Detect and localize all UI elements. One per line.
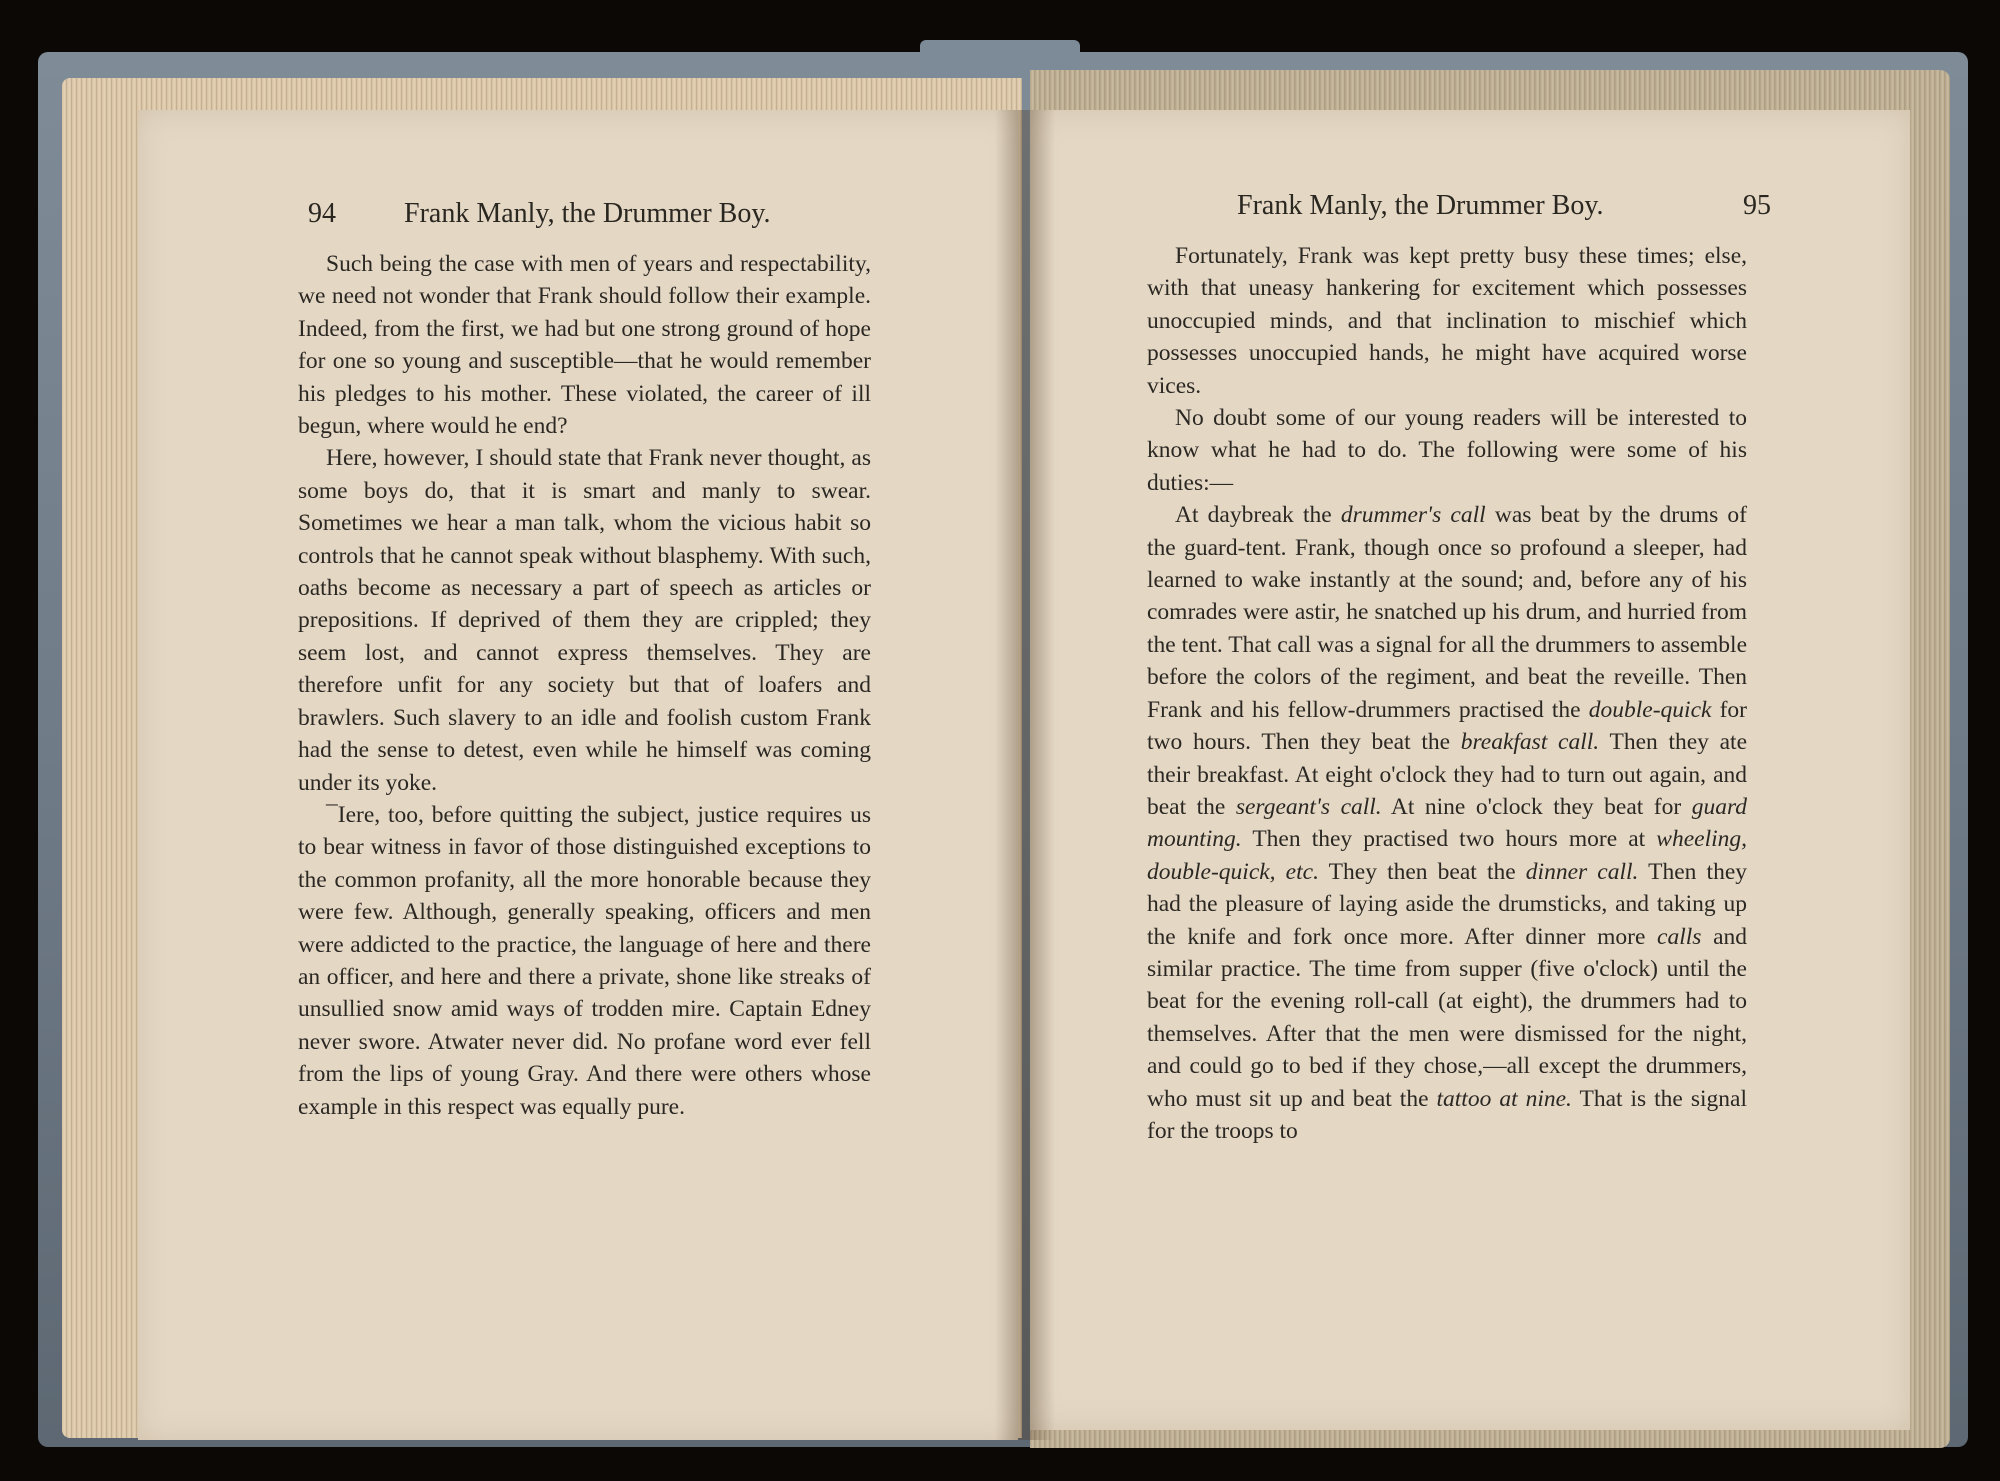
text-run: and similar practice. The time from supper (five o'clock) until the beat for the evening roll-call (at eight), the drummers had to themselves. After that the men were dismissed for the night, and could go to bed if they chose,—all except the drummers, who must sit up and beat the [1147, 923, 1747, 1112]
italic-term: guard mounting. [1147, 793, 1747, 853]
paragraph: Fortunately, Frank was kept pretty busy these times; else, with that uneasy hankering for excitement which possesses unoccupied minds, and that inclination to mischief which possesses unoccupied hands, he might have acquired worse vices. [1147, 243, 1747, 399]
paragraph: Such being the case with men of years and respectability, we need not wonder that Frank should follow their example. Indeed, from the first, we had but one strong ground of hope for one so young and susceptible—that he would remember his pledges to his mother. These violated, the career of ill begun, where would he end? [298, 251, 871, 440]
italic-term: dinner call. [1525, 858, 1639, 885]
right-page-body [1147, 240, 1747, 1147]
italic-term: calls [1657, 923, 1702, 950]
page-number-right: 95 [1743, 190, 1771, 221]
text-run: Then they ate their breakfast. At eight o'clock they had to turn out again, and beat the [1147, 729, 1748, 820]
page-number-left: 94 [308, 198, 336, 229]
text-run: At daybreak the [1175, 502, 1341, 529]
italic-term: tattoo at nine. [1436, 1085, 1572, 1112]
paragraph: Here, however, I should state that Frank never thought, as some boys do, that it is smart and manly to swear. Sometimes we hear a man talk, whom the vicious habit so controls that he cannot speak without blasphemy. With such, oaths become as necessary a part of speech as articles or prepositions. If deprived of them they are crippled; they seem lost, and cannot express themselves. They are therefore unfit for any society but that of loafers and brawlers. Such slavery to an idle and foolish custom Frank had the sense to detest, even while he himself was coming under its yoke. [298, 445, 871, 796]
left-page-body [298, 248, 871, 1123]
text-run: Then they had the pleasure of laying aside the drumsticks, and taking up the knife and fork once more. After dinner more [1147, 858, 1747, 950]
running-head-right: Frank Manly, the Drummer Boy. [1237, 190, 1604, 221]
paragraph: ¯Iere, too, before quitting the subject, justice requires us to bear witness in favor of those distinguished exceptions to the common profanity, all the more honorable because they were few. Although, generally speaking, officers and men were addicted to the practice, the language of here and there an officer, and here and there a private, shone like streaks of unsullied snow amid ways of trodden mire. Captain Edney never swore. Atwater never did. No profane word ever fell from the lips of young Gray. And there were others whose example in this respect was equally pure. [298, 801, 871, 1120]
italic-term: sergeant's call. [1235, 793, 1382, 820]
text-run: Then they practised two hours more at [1241, 826, 1657, 853]
left-page [138, 110, 1018, 1440]
book-gutter [995, 110, 1055, 1440]
text-run: They then beat the [1318, 858, 1526, 885]
paragraph: No doubt some of our young readers will be interested to know what he had to do. The following were some of his duties:— [1147, 405, 1747, 496]
text-run: for two hours. Then they beat the [1147, 696, 1748, 756]
paragraph [1147, 499, 1747, 1147]
italic-term: breakfast call. [1460, 729, 1600, 756]
running-head-left: Frank Manly, the Drummer Boy. [404, 198, 771, 229]
text-run: was beat by the drums of the guard-tent. Frank, though once so profound a sleeper, had learned to wake instantly at the sound; and, before any of his comrades were astir, he snatched up his drum, and hurried from the tent. That call was a signal for all the drummers to assemble before the colors of the regiment, and beat the reveille. Then Frank and his fellow-drummers practised the [1147, 502, 1747, 723]
text-run: At nine o'clock they beat for [1381, 793, 1692, 820]
right-page [1030, 110, 1910, 1430]
italic-term: wheeling, double-quick, etc. [1147, 826, 1747, 885]
text-run: That is the signal for the troops to [1147, 1085, 1747, 1144]
italic-term: drummer's call [1340, 502, 1486, 529]
italic-term: double-quick [1588, 696, 1712, 723]
